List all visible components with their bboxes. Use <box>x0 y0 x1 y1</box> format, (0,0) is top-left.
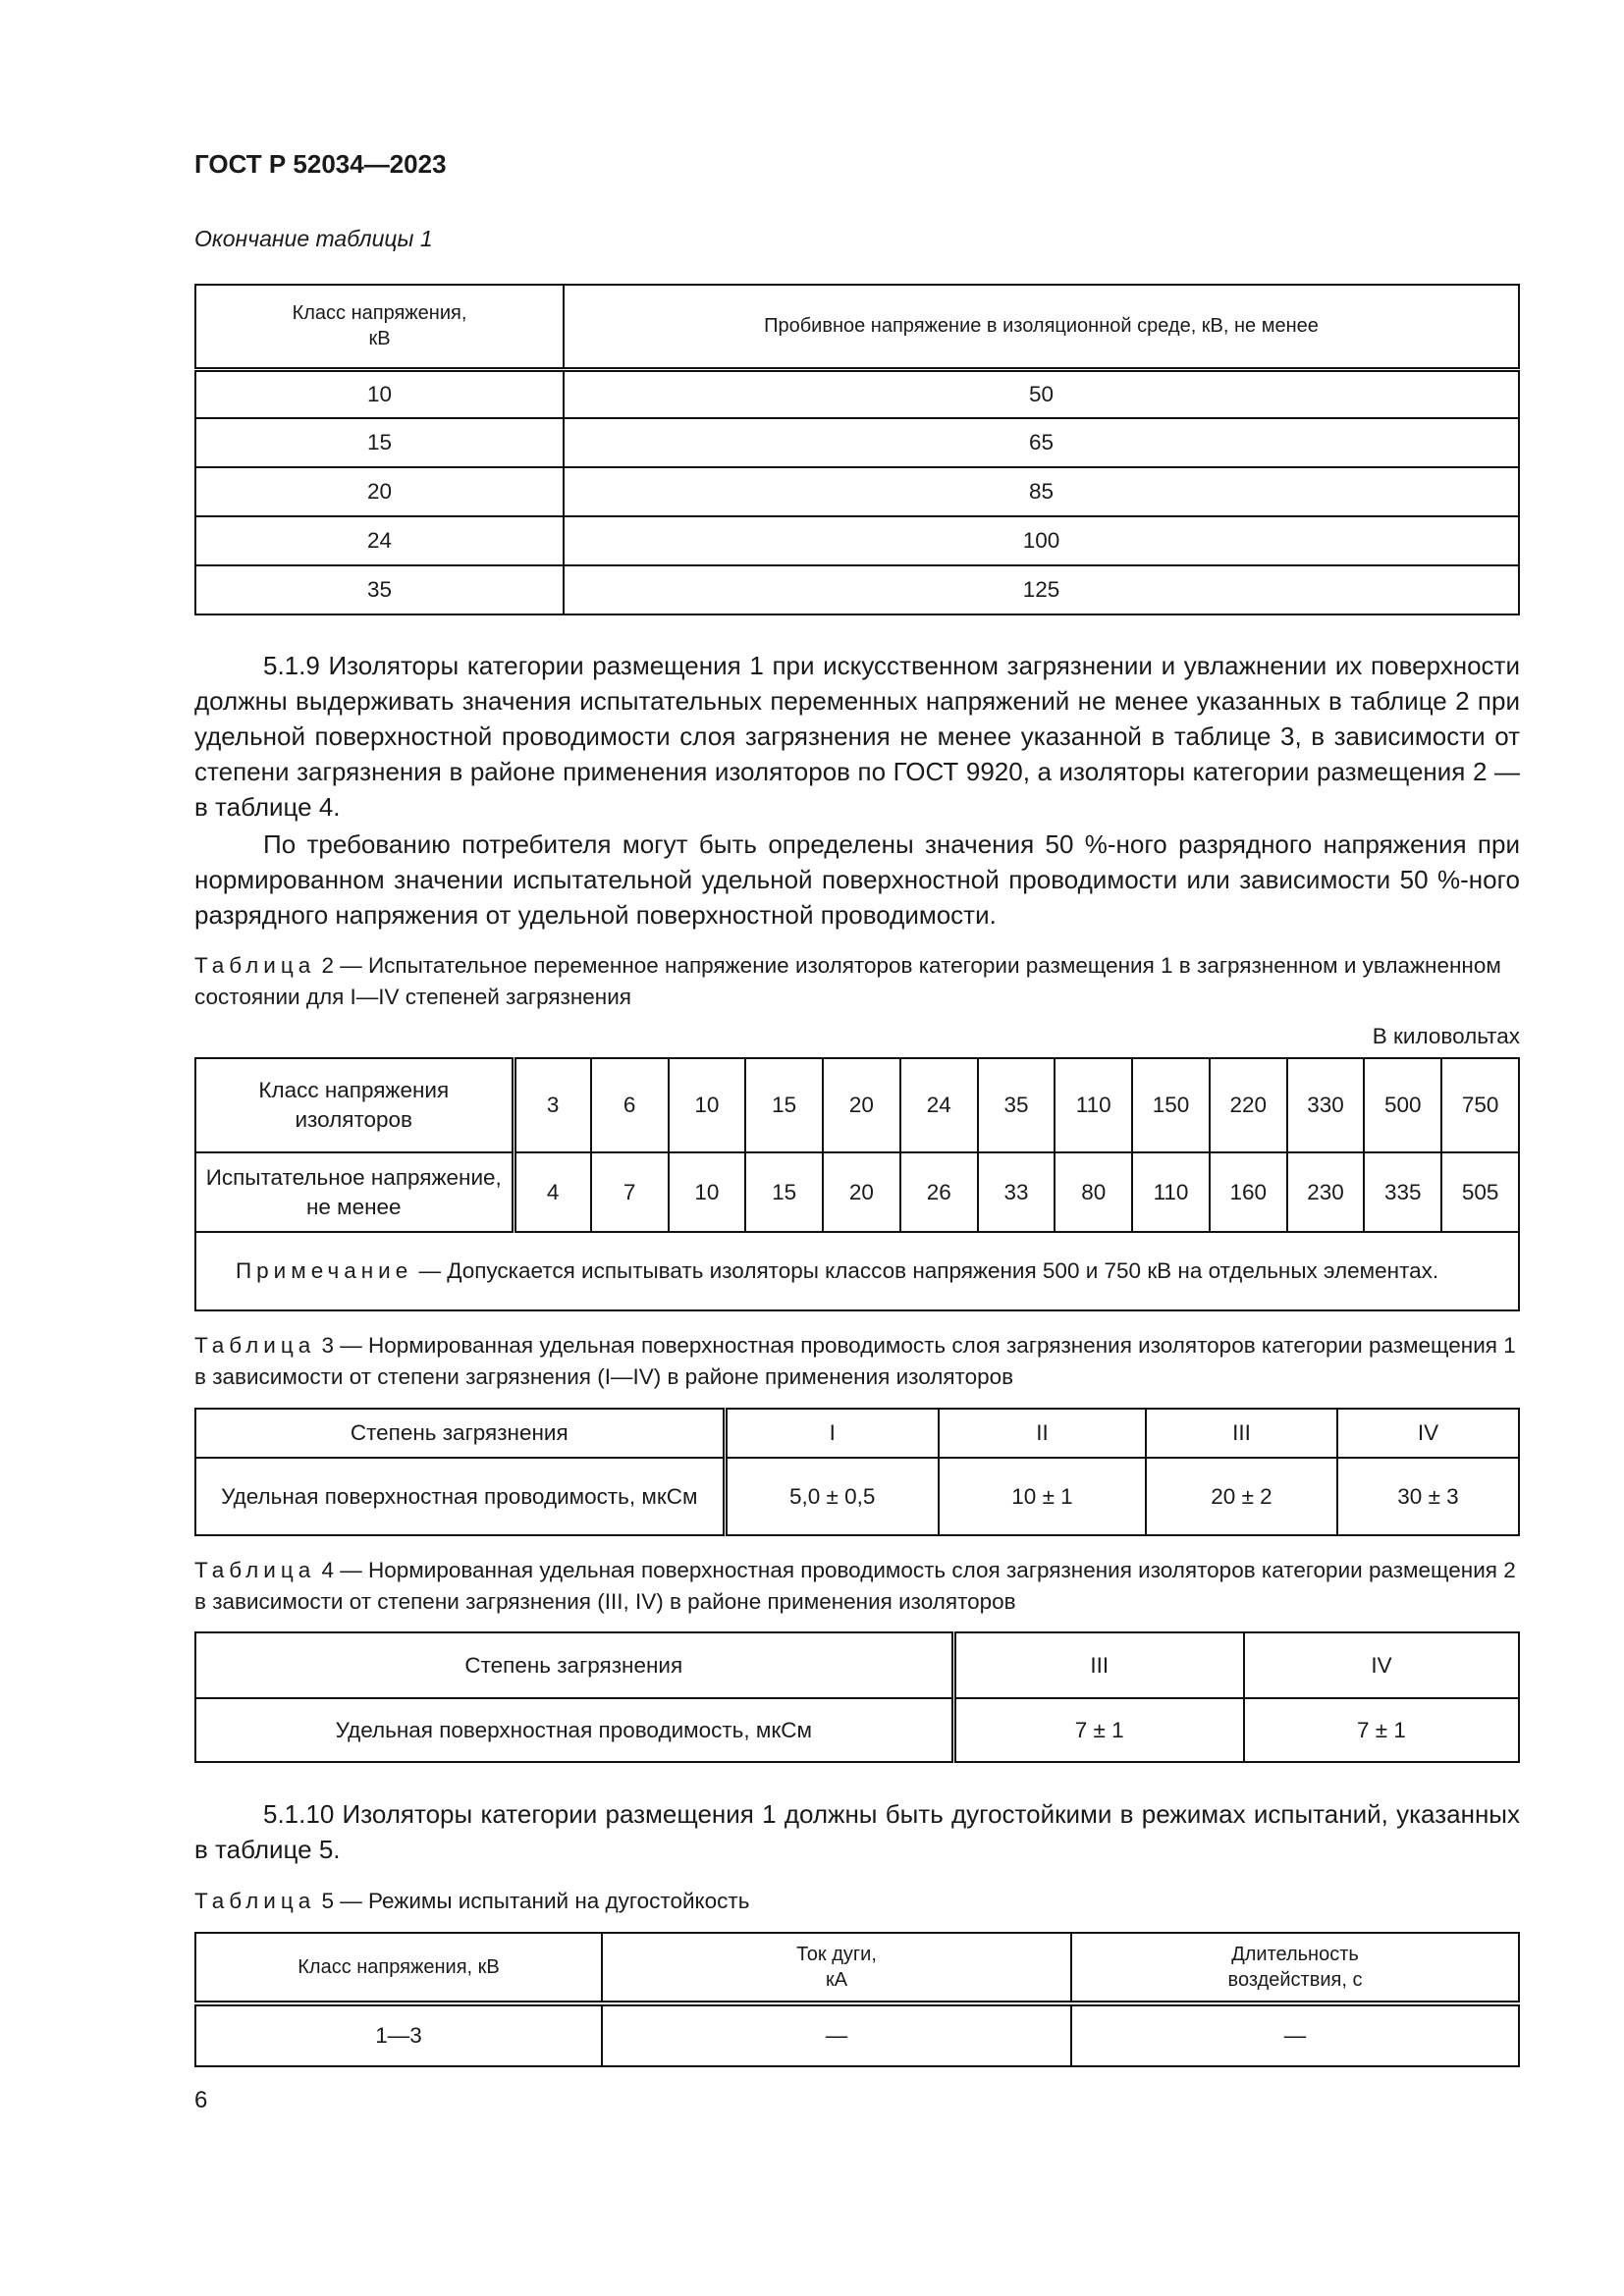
table3-caption <box>194 1330 1520 1393</box>
table-cell: 5,0 ± 0,5 <box>725 1458 939 1535</box>
table-cell: 505 <box>1441 1152 1519 1232</box>
table-cell: 230 <box>1287 1152 1365 1232</box>
table-cell: 20 <box>823 1058 900 1152</box>
table5-cell: — <box>1071 2003 1519 2066</box>
section-5-1-10 <box>194 1796 1520 1867</box>
paragraph-5-1-10: 5.1.10 Изоляторы категории размещения 1 должны быть дугостойкими в режимах испытаний, указанных в таблице 5. <box>194 1799 1520 1864</box>
table5-header: Класс напряжения, кВ <box>195 1933 602 2003</box>
table5-header: Ток дуги, кА <box>602 1933 1071 2003</box>
table-cell: 500 <box>1364 1058 1441 1152</box>
table1-cell: 20 <box>195 467 564 516</box>
table-cell: 15 <box>745 1058 823 1152</box>
table-3 <box>194 1408 1520 1536</box>
table-cell: 3 <box>514 1058 591 1152</box>
table-cell: 750 <box>1441 1058 1519 1152</box>
table1-cell: 10 <box>195 369 564 418</box>
table-cell: 335 <box>1364 1152 1441 1232</box>
table3-row1-label: Степень загрязнения <box>195 1409 725 1458</box>
table3-row2-label: Удельная поверхностная проводимость, мкСм <box>195 1458 725 1535</box>
table-cell: 7 <box>591 1152 669 1232</box>
table-cell: III <box>1146 1409 1337 1458</box>
table-cell: 80 <box>1055 1152 1132 1232</box>
table-cell: 10 <box>669 1058 746 1152</box>
table1-cell: 24 <box>195 516 564 565</box>
table-cell: 4 <box>514 1152 591 1232</box>
table-cell: 110 <box>1055 1058 1132 1152</box>
caption-text: 2 — Испытательное переменное напряжение изоляторов категории размещения 1 в загрязненном и увлажненном состоянии для I—IV степеней загрязнения <box>194 953 1501 1009</box>
table-cell: 20 <box>823 1152 900 1232</box>
table5-caption <box>194 1886 1520 1917</box>
table5-header: Длительность воздействия, с <box>1071 1933 1519 2003</box>
table-cell: 30 ± 3 <box>1337 1458 1519 1535</box>
table-5 <box>194 1932 1520 2067</box>
table-cell: 10 ± 1 <box>939 1458 1146 1535</box>
table-cell: 160 <box>1210 1152 1287 1232</box>
table2-units: В киловольтах <box>1372 1024 1520 1048</box>
table-cell: 10 <box>669 1152 746 1232</box>
table5-cell: — <box>602 2003 1071 2066</box>
table4-row2-label: Удельная поверхностная проводимость, мкСм <box>195 1698 953 1762</box>
table-label: Таблица <box>194 1558 316 1582</box>
paragraph-consumer-request: По требованию потребителя могут быть определены значения 50 %-ного разрядного напряжения при нормированном значении испытательной удельной поверхностной проводимости или зависимости 50 %-ного разрядного напряжения от удельной поверхностной проводимости. <box>194 829 1520 930</box>
table2-caption <box>194 950 1520 1013</box>
table-label: Таблица <box>194 1333 316 1358</box>
table-cell: 110 <box>1132 1152 1210 1232</box>
table2-row2-label: Испытательное напряжение, не менее <box>195 1152 514 1232</box>
table1-cell: 65 <box>564 418 1519 467</box>
table-cell: III <box>953 1632 1244 1698</box>
paragraph-5-1-9: 5.1.9 Изоляторы категории размещения 1 при искусственном загрязнении и увлажнении их поверхности должны выдерживать значения испытательных переменных напряжений не менее указанных в таблице 2 при удельной поверхностной проводимости слоя загрязнения не менее указанной в таблице 3, в зависимости от степени загрязнения в районе применения изоляторов по ГОСТ 9920, а изоляторы категории размещения 2 — в таблице 4. <box>194 651 1520 822</box>
table-cell: 33 <box>978 1152 1056 1232</box>
note-label: Примечание <box>236 1258 413 1283</box>
table-cell: 330 <box>1287 1058 1365 1152</box>
table-label: Таблица <box>194 1889 316 1913</box>
note-text: — Допускается испытывать изоляторы классов напряжения 500 и 750 кВ на отдельных элементах. <box>412 1258 1439 1283</box>
document-id: ГОСТ Р 52034—2023 <box>194 149 447 179</box>
section-5-1-9 <box>194 648 1520 933</box>
caption-text: 3 — Нормированная удельная поверхностная проводимость слоя загрязнения изоляторов категории размещения 1 в зависимости от степени загрязнения (I—IV) в районе применения изоляторов <box>194 1333 1516 1389</box>
table-4 <box>194 1631 1520 1763</box>
table-cell: II <box>939 1409 1146 1458</box>
table1-cell: 100 <box>564 516 1519 565</box>
table1-cell: 35 <box>195 565 564 614</box>
table-cell: I <box>725 1409 939 1458</box>
table5-cell: 1—3 <box>195 2003 602 2066</box>
table-cell: 7 ± 1 <box>1244 1698 1519 1762</box>
table-label: Таблица <box>194 953 316 978</box>
table1-cell: 85 <box>564 467 1519 516</box>
table-cell: 26 <box>900 1152 978 1232</box>
table-cell: 150 <box>1132 1058 1210 1152</box>
table-cell: IV <box>1244 1632 1519 1698</box>
caption-text: 5 — Режимы испытаний на дугостойкость <box>315 1889 750 1913</box>
table1-header-class: Класс напряжения, кВ <box>195 285 564 369</box>
table-cell: 220 <box>1210 1058 1287 1152</box>
table-continuation-label: Окончание таблицы 1 <box>194 226 433 251</box>
table1-header-breakdown: Пробивное напряжение в изоляционной среде, кВ, не менее <box>564 285 1519 369</box>
table2-row1-label: Класс напряжения изоляторов <box>195 1058 514 1152</box>
table2-note <box>195 1232 1519 1310</box>
table-cell: 20 ± 2 <box>1146 1458 1337 1535</box>
table1-cell: 15 <box>195 418 564 467</box>
table-cell: IV <box>1337 1409 1519 1458</box>
table1-cell: 50 <box>564 369 1519 418</box>
table-cell: 7 ± 1 <box>953 1698 1244 1762</box>
table-1 <box>194 284 1520 615</box>
table-cell: 6 <box>591 1058 669 1152</box>
page-number: 6 <box>194 2087 208 2113</box>
table1-cell: 125 <box>564 565 1519 614</box>
caption-text: 4 — Нормированная удельная поверхностная проводимость слоя загрязнения изоляторов категории размещения 2 в зависимости от степени загрязнения (III, IV) в районе применения изоляторов <box>194 1558 1516 1614</box>
table-cell: 35 <box>978 1058 1056 1152</box>
table-cell: 24 <box>900 1058 978 1152</box>
table4-caption <box>194 1555 1520 1618</box>
table4-row1-label: Степень загрязнения <box>195 1632 953 1698</box>
table-cell: 15 <box>745 1152 823 1232</box>
table-2 <box>194 1057 1520 1311</box>
